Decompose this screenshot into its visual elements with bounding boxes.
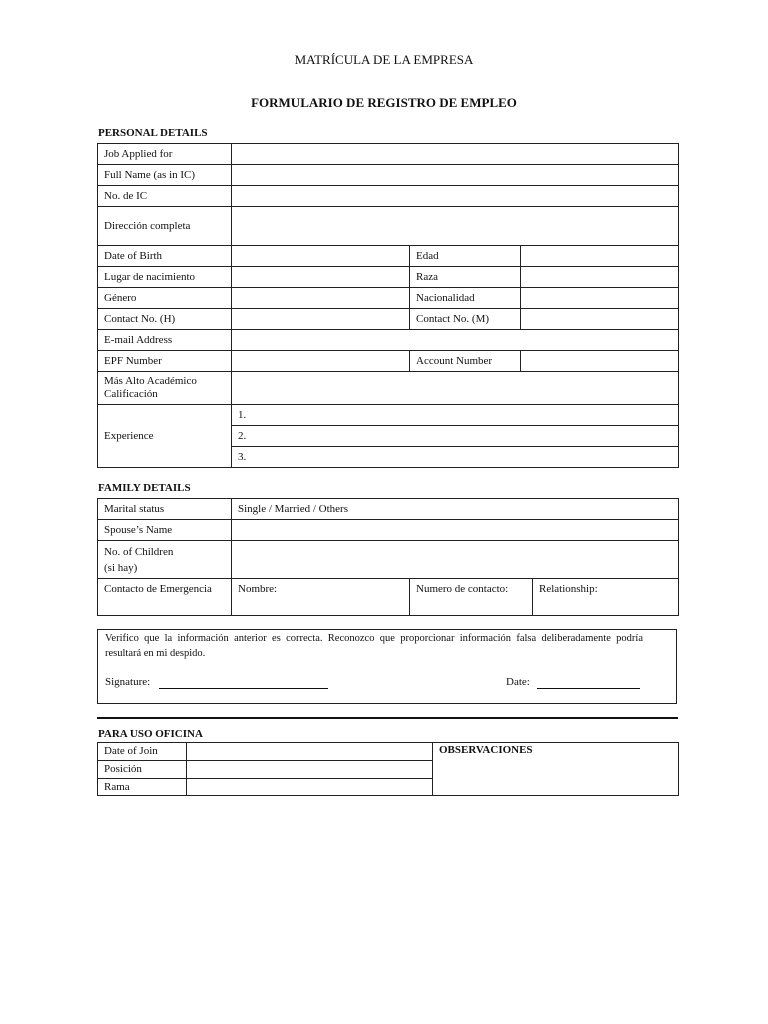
email-label: E-mail Address xyxy=(98,330,232,351)
contact-home-label: Contact No. (H) xyxy=(98,309,232,330)
job-applied-field[interactable] xyxy=(232,144,679,165)
position-field[interactable] xyxy=(187,761,433,779)
birthplace-label: Lugar de nacimiento xyxy=(98,267,232,288)
emergency-number-field[interactable]: Numero de contacto: xyxy=(410,579,533,616)
personal-details-table xyxy=(97,143,679,468)
remarks-box[interactable]: OBSERVACIONES xyxy=(433,743,679,796)
spouse-name-field[interactable] xyxy=(232,520,679,541)
account-label: Account Number xyxy=(410,351,521,372)
epf-label: EPF Number xyxy=(98,351,232,372)
birthplace-field[interactable] xyxy=(232,267,410,288)
form-title: FORMULARIO DE REGISTRO DE EMPLEO xyxy=(251,95,517,110)
race-label: Raza xyxy=(410,267,521,288)
children-label-line2: (si hay) xyxy=(104,561,138,574)
experience-field-3[interactable]: 3. xyxy=(232,447,679,468)
address-field[interactable] xyxy=(232,207,679,246)
date-label: Date: xyxy=(506,676,530,688)
family-details-heading: FAMILY DETAILS xyxy=(98,482,191,494)
age-label: Edad xyxy=(410,246,521,267)
marital-status-label: Marital status xyxy=(98,499,232,520)
qualification-label-line1: Más Alto Académico xyxy=(104,375,197,387)
ic-number-field[interactable] xyxy=(232,186,679,207)
date-line[interactable] xyxy=(537,688,640,689)
race-field[interactable] xyxy=(521,267,679,288)
job-applied-label: Job Applied for xyxy=(98,144,232,165)
email-field[interactable] xyxy=(232,330,679,351)
dob-field[interactable] xyxy=(232,246,410,267)
full-name-field[interactable] xyxy=(232,165,679,186)
position-label: Posición xyxy=(98,761,187,779)
emergency-relationship-field[interactable]: Relationship: xyxy=(533,579,679,616)
qualification-label-line2: Calificación xyxy=(104,388,158,400)
company-title: MATRÍCULA DE LA EMPRESA xyxy=(294,52,474,67)
gender-label: Género xyxy=(98,288,232,309)
signature-label: Signature: xyxy=(105,676,151,688)
emergency-name-field[interactable]: Nombre: xyxy=(232,579,410,616)
account-field[interactable] xyxy=(521,351,679,372)
signature-line[interactable] xyxy=(159,688,328,689)
office-use-table xyxy=(97,742,679,796)
declaration-box xyxy=(97,629,677,704)
gender-field[interactable] xyxy=(232,288,410,309)
branch-field[interactable] xyxy=(187,779,433,796)
emergency-contact-label: Contacto de Emergencia xyxy=(98,579,232,616)
nationality-field[interactable] xyxy=(521,288,679,309)
qualification-label xyxy=(98,372,232,405)
marital-status-field[interactable]: Single / Married / Others xyxy=(232,499,679,520)
experience-field-1[interactable]: 1. xyxy=(232,405,679,426)
contact-mobile-label: Contact No. (M) xyxy=(410,309,521,330)
address-label: Dirección completa xyxy=(98,207,232,246)
office-use-heading: PARA USO OFICINA xyxy=(98,728,203,740)
children-field[interactable] xyxy=(232,541,679,579)
date-of-join-field[interactable] xyxy=(187,743,433,761)
declaration-text: Verifico que la información anterior es correcta. Reconozco que proporcionar información falsa deliberadamente podría resultará en mi despido. xyxy=(105,633,643,659)
age-field[interactable] xyxy=(521,246,679,267)
full-name-label: Full Name (as in IC) xyxy=(98,165,232,186)
experience-field-2[interactable]: 2. xyxy=(232,426,679,447)
children-label-line1: No. of Children xyxy=(104,545,174,558)
contact-home-field[interactable] xyxy=(232,309,410,330)
family-details-table xyxy=(97,498,679,616)
date-of-join-label: Date of Join xyxy=(98,743,187,761)
nationality-label: Nacionalidad xyxy=(410,288,521,309)
branch-label: Rama xyxy=(98,779,187,796)
experience-label: Experience xyxy=(98,405,232,468)
section-divider xyxy=(97,717,678,719)
spouse-name-label: Spouse’s Name xyxy=(98,520,232,541)
personal-details-heading: PERSONAL DETAILS xyxy=(98,127,208,139)
ic-number-label: No. de IC xyxy=(98,186,232,207)
qualification-field[interactable] xyxy=(232,372,679,405)
contact-mobile-field[interactable] xyxy=(521,309,679,330)
epf-field[interactable] xyxy=(232,351,410,372)
dob-label: Date of Birth xyxy=(98,246,232,267)
children-label xyxy=(98,541,232,579)
